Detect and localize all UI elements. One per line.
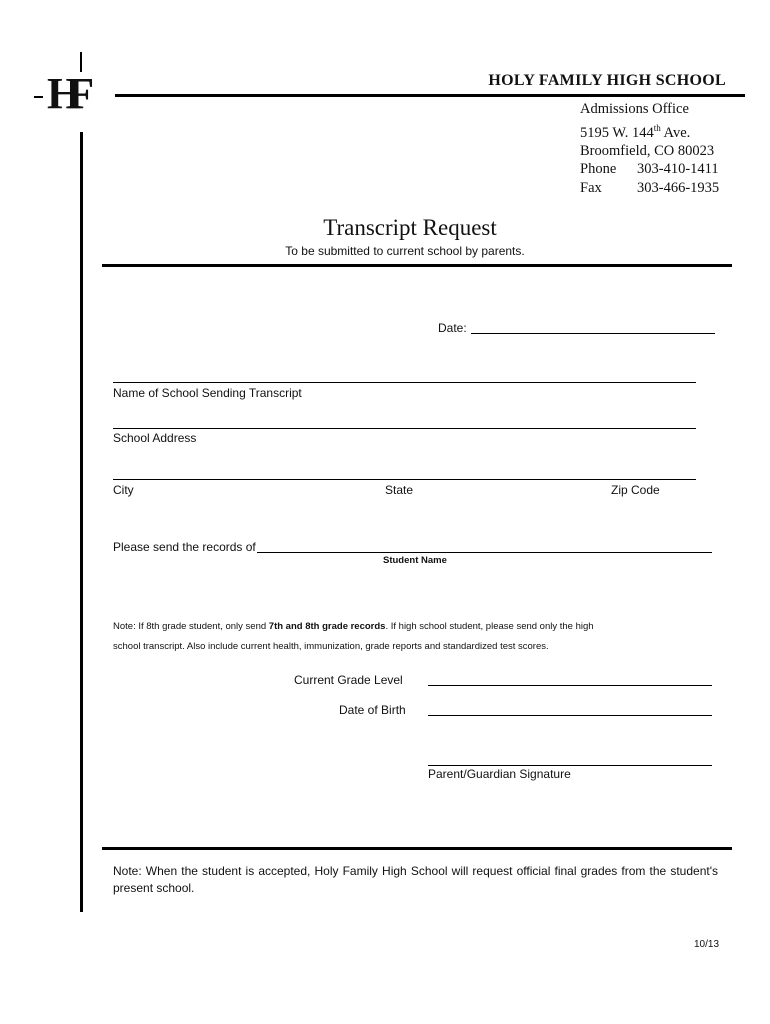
- records-note-line1: Note: If 8th grade student, only send 7th and 8th grade records. If high school student, please send only the high: [113, 621, 594, 632]
- city-state-zip-field[interactable]: [113, 479, 696, 480]
- records-note-line2: school transcript. Also include current health, immunization, grade reports and standardized test scores.: [113, 641, 549, 652]
- school-name-label: Name of School Sending Transcript: [113, 386, 302, 400]
- logo-tick-top: [80, 52, 82, 72]
- zip-code-label: Zip Code: [611, 483, 660, 497]
- fax-line: Fax 303-466-1935: [580, 179, 720, 196]
- admissions-office: Admissions Office: [580, 101, 689, 117]
- grade-level-label: Current Grade Level: [294, 673, 403, 687]
- page-title: Transcript Request: [323, 215, 497, 240]
- page-subtitle: To be submitted to current school by parents.: [285, 244, 525, 258]
- address-block: [580, 100, 719, 197]
- school-name: HOLY FAMILY HIGH SCHOOL: [488, 72, 726, 89]
- records-label: Please send the records of: [113, 540, 256, 554]
- records-note: [113, 617, 713, 657]
- logo: [34, 52, 114, 124]
- signature-field[interactable]: [428, 765, 712, 766]
- logo-tick-left: [34, 96, 43, 98]
- signature-label: Parent/Guardian Signature: [428, 767, 571, 781]
- grade-level-field[interactable]: [428, 685, 712, 686]
- acceptance-note: Note: When the student is accepted, Holy Family High School will request official final grades from the student's present school.: [113, 864, 718, 895]
- city-state-zip: Broomfield, CO 80023: [580, 142, 715, 159]
- date-label: Date:: [438, 321, 467, 335]
- footer-rule: [102, 847, 732, 850]
- student-name-caption: Student Name: [383, 555, 447, 566]
- title-rule: [102, 264, 732, 267]
- street-address: 5195 W. 144th Ave.: [580, 122, 691, 141]
- header-rule: [115, 94, 745, 97]
- date-field[interactable]: [471, 333, 715, 334]
- dob-field[interactable]: [428, 715, 712, 716]
- dob-label: Date of Birth: [339, 703, 406, 717]
- phone-line: Phone 303-410-1411: [580, 161, 719, 178]
- school-address-field[interactable]: [113, 428, 696, 429]
- school-address-label: School Address: [113, 431, 197, 445]
- student-name-field[interactable]: [257, 552, 712, 553]
- school-name-field[interactable]: [113, 382, 696, 383]
- form-code: 10/13: [694, 939, 720, 950]
- city-label: City: [113, 483, 134, 497]
- logo-letters: HF: [47, 69, 81, 118]
- state-label: State: [385, 483, 414, 497]
